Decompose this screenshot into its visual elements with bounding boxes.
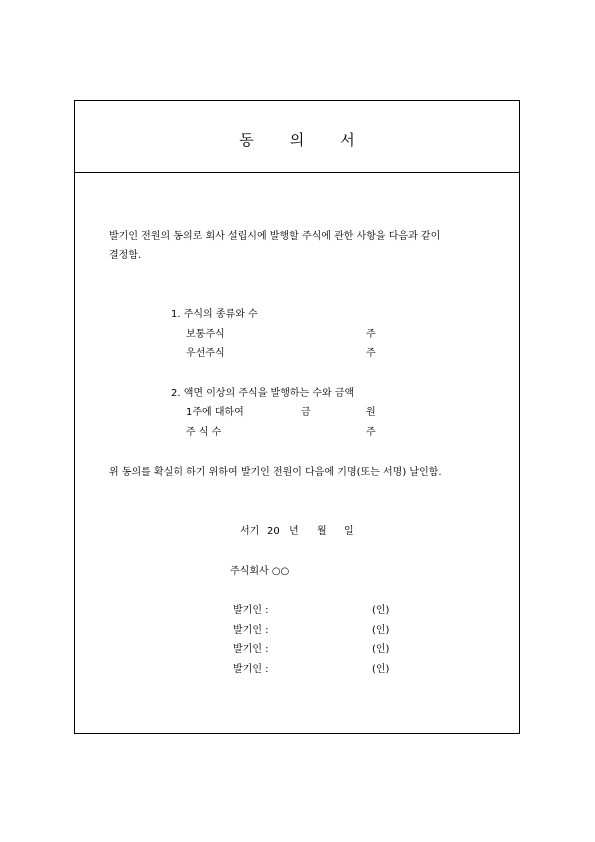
row-label: 주 식 수 [186, 427, 222, 438]
document-frame [74, 100, 520, 734]
section1-heading: 1. 주식의 종류와 수 [171, 309, 258, 320]
row-unit: 주 [366, 329, 376, 340]
confirm-text: 위 동의를 확실히 하기 위하여 발기인 전원이 다음에 기명(또는 서명) 날인함. [109, 467, 442, 478]
signer-label: 발기인 : [233, 644, 269, 655]
signer-label: 발기인 : [233, 605, 269, 616]
title-char: 서 [340, 131, 355, 149]
row-unit: 주 [366, 348, 376, 359]
title-char: 동 [239, 131, 254, 149]
row-label: 보통주식 [186, 329, 225, 340]
row-label: 우선주식 [186, 348, 225, 359]
company-name: 주식회사 ○○ [230, 566, 290, 577]
row-mid: 금 [301, 407, 311, 418]
seal-mark: (인) [372, 664, 390, 675]
title-char: 의 [289, 131, 305, 149]
date-year: 20 [267, 526, 280, 537]
intro-line-2: 결정함. [109, 250, 142, 261]
date-day-unit: 일 [344, 526, 354, 537]
row-unit: 원 [366, 407, 376, 418]
seal-mark: (인) [372, 644, 390, 655]
date-year-unit: 년 [289, 526, 299, 537]
seal-mark: (인) [372, 605, 390, 616]
section2-heading: 2. 액면 이상의 주식을 발행하는 수와 금액 [171, 388, 355, 399]
date-era: 서기 [240, 526, 260, 537]
row-unit: 주 [366, 427, 376, 438]
title-band [75, 101, 519, 173]
intro-line-1: 발기인 전원의 동의로 회사 설립시에 발행할 주식에 관한 사항을 다음과 같이 [109, 231, 441, 242]
row-label: 1주에 대하여 [186, 407, 244, 418]
signer-label: 발기인 : [233, 664, 269, 675]
signer-label: 발기인 : [233, 625, 269, 636]
seal-mark: (인) [372, 625, 390, 636]
date-month-unit: 월 [317, 526, 327, 537]
document-title [75, 129, 519, 150]
